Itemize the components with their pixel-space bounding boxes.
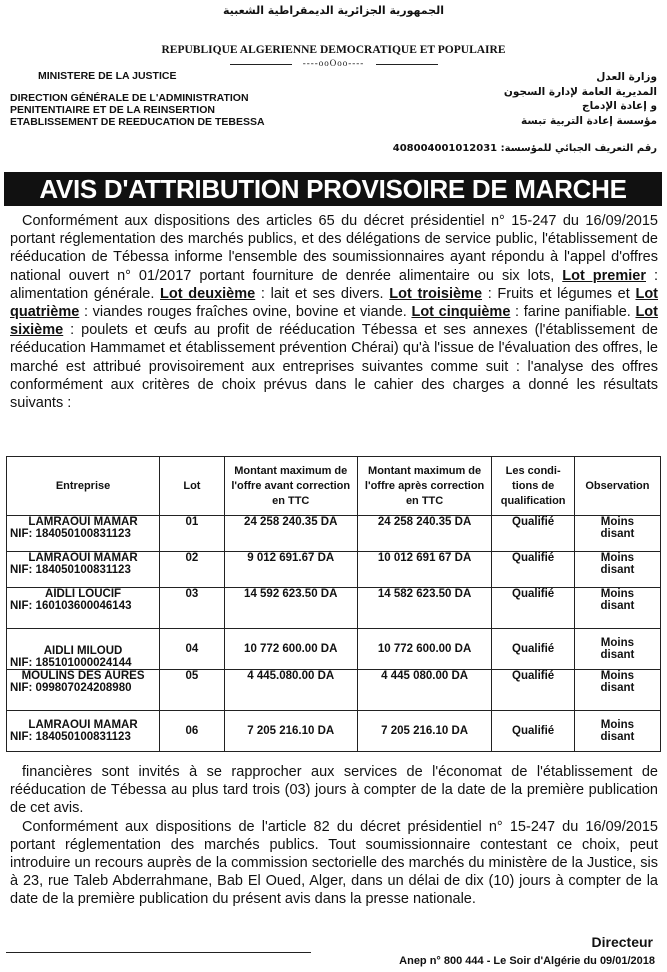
header-separator: ----ooOoo---- (302, 58, 365, 68)
table-header-row (7, 457, 661, 516)
amount-after-cell: 24 258 240.35 DA (357, 516, 492, 552)
observation-line1: Moins (600, 637, 635, 649)
ministry-name-fr: MINISTERE DE LA JUSTICE (38, 70, 177, 82)
header-qual-line2: tions de (512, 479, 555, 492)
intro-text: Conformément aux dispositions des articles 65 du décret présidentiel n° 15-247 du 16/09/2015 portant réglementation des marchés publics, et des délégations de service public, l'établissement de rééducation de Tébessa informe l'ensemble des soumissionnaires ayant répondu à l'appel d'offres national ouvert n° 01/2017 portant fourniture de denrée alimentaire ou six lots, (10, 213, 658, 284)
qualification-cell: Qualifié (492, 629, 574, 670)
lot5-text: : farine panifiable. (510, 304, 636, 321)
observation-line2: disant (600, 564, 635, 576)
lot1-text: : alimentation générale. (10, 267, 659, 302)
reinsertion-line-ar: و إعادة الإدماج (582, 100, 657, 112)
direction-line-ar: المديرية العامة لإدارة السجون (503, 85, 657, 98)
amount-after-cell: 4 445 080.00 DA (357, 670, 492, 711)
entreprise-nif: NIF: 184050100831123 (10, 528, 131, 540)
table-row (7, 552, 661, 588)
table-row (7, 711, 661, 752)
lot5-label: Lot cinquième (411, 304, 511, 321)
republic-title: REPUBLIQUE ALGERIENNE DEMOCRATIQUE ET POPULAIRE (161, 44, 506, 56)
amount-before-cell: 14 592 623.50 DA (224, 588, 357, 629)
amount-before-cell: 7 205 216.10 DA (224, 711, 357, 752)
header-after-line2: l'offre après correction (364, 479, 485, 492)
lot3-text: : Fruits et légumes et (482, 285, 636, 302)
table-row (7, 588, 661, 629)
closing-paragraph-2: Conformément aux dispositions de l'article 82 du décret présidentiel n° 15-247 du 16/09/2015 portant réglementation des marchés publics. Tout soumissionnaire contestant ce choix, peut introduire un recours auprès de la commission sectorielle des marchés du ministère de la Justice, sis à 23, rue Taleb Abderrahmane, Bab El Oued, Alger, dans un délai de dix (10) jours à compter de la date de la première publication du présent avis dans la presse nationale. (10, 818, 658, 908)
lot4-label: Lot quatrième (10, 285, 659, 321)
entreprise-name: AIDLI LOUCIF (45, 588, 122, 600)
closing-section (10, 763, 658, 909)
lot1-label: Lot premier (562, 267, 646, 284)
header-entreprise: Entreprise (7, 457, 160, 516)
penitentiary-line: PENITENTIAIRE ET DE LA REINSERTION (10, 104, 215, 116)
direction-line: DIRECTION GÉNÉRALE DE L'ADMINISTRATION (10, 92, 249, 104)
establishment-nif (393, 143, 657, 154)
observation-cell (574, 670, 660, 711)
header-before-line1: Montant maximum de (234, 464, 348, 477)
entreprise-nif: NIF: 160103600046143 (10, 600, 132, 612)
observation-line1: Moins (600, 588, 635, 600)
entreprise-nif: NIF: 184050100831123 (10, 564, 131, 576)
lot-cell: 06 (160, 711, 225, 752)
entreprise-cell (7, 670, 160, 711)
entreprise-name: AIDLI MILOUD (43, 645, 123, 657)
observation-line2: disant (600, 600, 635, 612)
entreprise-cell (7, 516, 160, 552)
amount-before-cell: 24 258 240.35 DA (224, 516, 357, 552)
observation-cell (574, 516, 660, 552)
observation-cell (574, 711, 660, 752)
header-before-line2: l'offre avant correction (231, 479, 351, 492)
header-before-line3: en TTC (272, 494, 310, 507)
establishment-line-ar: مؤسسة إعادة التربية تبسة (521, 114, 657, 127)
ministry-name-ar: وزارة العدل (596, 71, 657, 83)
qualification-cell: Qualifié (492, 588, 574, 629)
table-row (7, 670, 661, 711)
entreprise-cell (7, 629, 160, 670)
header-observation: Observation (574, 457, 660, 516)
lot-cell: 05 (160, 670, 225, 711)
lot4-text: : viandes rouges fraîches ovine, bovine et viande. (79, 304, 412, 321)
amount-before-cell: 4 445.080.00 DA (224, 670, 357, 711)
lot-cell: 01 (160, 516, 225, 552)
observation-line1: Moins (600, 719, 635, 731)
header-amount-before (224, 457, 357, 516)
observation-line2: disant (600, 528, 635, 540)
observation-line2: disant (600, 682, 635, 694)
lot6-text: : poulets et œufs au profit de rééducation Tébessa et ses annexes (l'établissement de rééducation Hammamet et établissement prévention Chérai) qu'à l'issue de l'évaluation des offres, le marché est attribué provisoirement aux entreprises suivantes comme suit : l'analyse des offres conformément aux critères de choix prévus dans le cahier des charges a donné les résultats suivants : (10, 322, 658, 412)
separator-line-right (376, 64, 438, 65)
header-qualification (492, 457, 574, 516)
entreprise-name: MOULINS DES AURES (21, 670, 145, 682)
qualification-cell: Qualifié (492, 552, 574, 588)
notice-title: AVIS D'ATTRIBUTION PROVISOIRE DE MARCHE (4, 172, 662, 206)
entreprise-nif: NIF: 185101000024144 (10, 657, 132, 669)
observation-cell (574, 629, 660, 670)
observation-line1: Moins (600, 552, 635, 564)
nif-value: 408004001012031 (392, 143, 498, 154)
publication-source: Anep n° 800 444 - Le Soir d'Algérie du 09/01/2018 (399, 955, 655, 967)
intro-paragraph (10, 212, 658, 412)
observation-line2: disant (600, 649, 635, 661)
lot2-text: : lait et ses divers. (255, 285, 390, 302)
entreprise-name: LAMRAOUI MAMAR (28, 516, 138, 528)
amount-after-cell: 10 012 691 67 DA (357, 552, 492, 588)
nif-label: رقم التعريف الجبائي للمؤسسة: (500, 143, 657, 154)
entreprise-name: LAMRAOUI MAMAR (28, 719, 138, 731)
header-lot: Lot (160, 457, 225, 516)
signature-title: Directeur (591, 934, 653, 950)
entreprise-nif: NIF: 184050100831123 (10, 731, 131, 743)
observation-cell (574, 552, 660, 588)
arabic-republic-title: الجمهورية الجزائرية الديمقراطية الشعبية (223, 4, 444, 17)
entreprise-name: LAMRAOUI MAMAR (28, 552, 138, 564)
amount-before-cell: 10 772 600.00 DA (224, 629, 357, 670)
separator-line-left (230, 64, 292, 65)
entreprise-cell (7, 711, 160, 752)
table-row (7, 516, 661, 552)
observation-line1: Moins (600, 670, 635, 682)
amount-after-cell: 14 582 623.50 DA (357, 588, 492, 629)
results-table (6, 456, 661, 752)
amount-after-cell: 10 772 600.00 DA (357, 629, 492, 670)
header-qual-line3: qualification (500, 494, 566, 507)
establishment-line: ETABLISSEMENT DE REEDUCATION DE TEBESSA (10, 116, 265, 128)
lot-cell: 04 (160, 629, 225, 670)
header-after-line3: en TTC (405, 494, 444, 507)
source-rule (6, 952, 311, 953)
qualification-cell: Qualifié (492, 516, 574, 552)
amount-after-cell: 7 205 216.10 DA (357, 711, 492, 752)
lot3-label: Lot troisième (389, 285, 483, 302)
arabic-administration-header (427, 70, 657, 128)
french-administration-header (10, 70, 265, 128)
qualification-cell: Qualifié (492, 670, 574, 711)
entreprise-cell (7, 552, 160, 588)
lot6-label: Lot sixième (10, 304, 658, 339)
entreprise-nif: NIF: 099807024208980 (10, 682, 132, 694)
header-amount-after (357, 457, 492, 516)
lot-cell: 02 (160, 552, 225, 588)
entreprise-cell (7, 588, 160, 629)
closing-paragraph-1: financières sont invités à se rapprocher aux services de l'économat de l'établissement de rééducation de Tébessa au plus tard trois (03) jours à compter de la date de la première publication de cet avis. (10, 764, 658, 817)
lot2-label: Lot deuxième (160, 285, 256, 302)
observation-line2: disant (600, 731, 635, 743)
header-after-line1: Montant maximum de (368, 464, 482, 477)
observation-line1: Moins (600, 516, 635, 528)
amount-before-cell: 9 012 691.67 DA (224, 552, 357, 588)
observation-cell (574, 588, 660, 629)
header-qual-line1: Les condi- (505, 464, 561, 477)
table-row (7, 629, 661, 670)
lot-cell: 03 (160, 588, 225, 629)
qualification-cell: Qualifié (492, 711, 574, 752)
